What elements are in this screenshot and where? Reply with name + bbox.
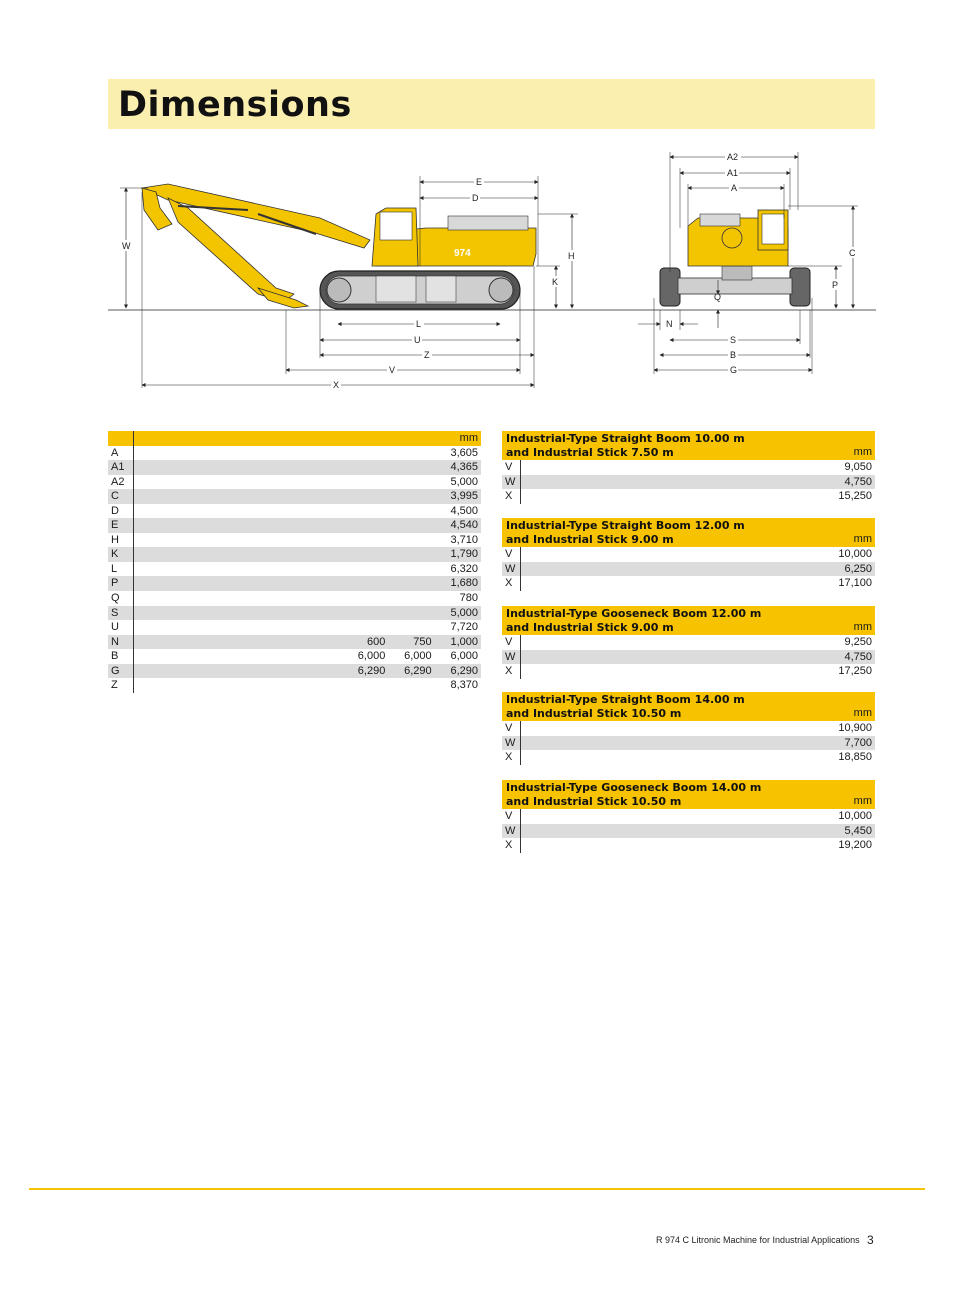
cell-value-col-1 [133,518,388,533]
cell-code: X [502,576,521,591]
cell-value: 10,000 [838,548,872,560]
cell-code: W [502,824,521,839]
cell-value-col-1 [133,533,388,548]
footer-text: R 974 C Litronic Machine for Industrial Applications [656,1235,860,1245]
table-row [502,635,875,650]
dimension-diagram [108,148,880,398]
model-number: 974 [454,248,471,259]
table-row [108,591,481,606]
main-dimensions-table [108,431,481,693]
label-N: N [666,319,673,329]
cell-value-col-1: 6,000 [133,649,388,664]
boom-title-line-1: Industrial-Type Straight Boom 14.00 m [506,693,745,706]
cell-value: 10,900 [838,722,872,734]
table-row [108,649,481,664]
cell-value: 5,450 [844,824,872,837]
cell-value-col-2: 6,000 [388,649,434,664]
rear-view-excavator [660,210,810,306]
boom-title-line-2: and Industrial Stick 9.00 m [506,621,674,634]
boom-table-header [502,518,875,547]
boom-title-line-1: Industrial-Type Straight Boom 10.00 m [506,432,745,445]
cell-value-col-3: 1,000 [435,635,481,650]
table-row [108,562,481,577]
cell-value-col-2 [388,620,434,635]
table-row [108,606,481,621]
cell-value-col-2 [388,533,434,548]
label-W: W [122,241,131,251]
cell-value-col-1 [133,504,388,519]
table-row [502,838,875,853]
label-A2: A2 [727,152,739,162]
table-row [108,620,481,635]
cell-value-col-3: 1,680 [435,576,481,591]
table-row [502,547,875,562]
table-row [108,664,481,679]
boom-title-line-1: Industrial-Type Gooseneck Boom 12.00 m [506,607,762,620]
cell-value-col-2 [388,562,434,577]
cell-code: X [502,838,521,853]
cell-value-col-1 [133,446,388,461]
cell-value-col-1 [133,576,388,591]
label-H: H [568,251,575,261]
cell-value-col-3: 6,320 [435,562,481,577]
label-S: S [730,335,737,345]
table-row [502,824,875,839]
footer-divider [29,1188,925,1190]
cell-code: Q [108,591,133,606]
table-row [502,562,875,577]
cell-code: A1 [108,460,133,475]
cell-value-col-3: 3,995 [435,489,481,504]
label-U: U [414,335,421,345]
cell-value-col-2 [388,576,434,591]
unit-label: mm [853,533,872,545]
cell-code: X [502,750,521,765]
cell-value-col-2 [388,475,434,490]
boom-title-line-2: and Industrial Stick 10.50 m [506,795,682,808]
unit-label: mm [435,431,481,446]
cell-code: K [108,547,133,562]
cell-value: 9,050 [844,461,872,473]
boom-table [502,606,875,679]
cell-value-col-2 [388,591,434,606]
table-row [108,475,481,490]
table-row [502,460,875,475]
cell-value-col-2: 6,290 [388,664,434,679]
cell-value-col-1 [133,591,388,606]
cell-value: 10,000 [838,810,872,822]
cell-code: W [502,475,521,490]
boom-table-header [502,692,875,721]
cell-value: 4,750 [844,475,872,488]
table-row [502,750,875,765]
cell-value-col-1 [133,475,388,490]
cell-code: V [502,635,521,650]
cell-value-col-3: 6,000 [435,649,481,664]
boom-table [502,518,875,591]
cell-value: 18,850 [838,751,872,763]
label-L: L [416,319,422,329]
cell-value-col-2 [388,678,434,693]
cell-value-col-1 [133,460,388,475]
boom-title-line-2: and Industrial Stick 9.00 m [506,533,674,546]
table-row [108,489,481,504]
table-row [502,489,875,504]
table-row [502,736,875,751]
cell-code: U [108,620,133,635]
cell-value-col-3: 7,720 [435,620,481,635]
table-row [502,809,875,824]
boom-title-line-2: and Industrial Stick 10.50 m [506,707,682,720]
cell-value-col-2 [388,518,434,533]
cell-value: 6,250 [844,562,872,575]
table-row [108,678,481,693]
label-Q: Q [714,292,722,302]
table-row [502,721,875,736]
boom-table [502,692,875,765]
table-row [502,664,875,679]
cell-code: W [502,736,521,751]
cell-code: H [108,533,133,548]
table-row [108,518,481,533]
cell-code: X [502,489,521,504]
boom-table-header [502,606,875,635]
cell-value-col-3: 8,370 [435,678,481,693]
cell-value-col-2 [388,547,434,562]
cell-code: G [108,664,133,679]
cell-value-col-3: 1,790 [435,547,481,562]
label-V: V [389,365,396,375]
cell-value-col-2 [388,460,434,475]
cell-code: V [502,809,521,824]
title-bar [108,79,875,129]
cell-value-col-3: 4,365 [435,460,481,475]
cell-code: S [108,606,133,621]
cell-value-col-3: 3,710 [435,533,481,548]
cell-code: V [502,721,521,736]
cell-value-col-3: 5,000 [435,606,481,621]
boom-title-line-2: and Industrial Stick 7.50 m [506,446,674,459]
table-row [108,547,481,562]
cell-value-col-1 [133,562,388,577]
boom-table [502,780,875,853]
cell-value-col-3: 5,000 [435,475,481,490]
label-G: G [730,365,738,375]
cell-value-col-2 [388,606,434,621]
cell-value: 17,100 [838,577,872,589]
cell-code: N [108,635,133,650]
cell-code: X [502,664,521,679]
cell-value-col-1: 600 [133,635,388,650]
cell-code: W [502,650,521,665]
cell-value: 7,700 [844,736,872,749]
cell-code: A [108,446,133,461]
table-row [108,533,481,548]
cell-value: 19,200 [838,839,872,851]
table-row [108,446,481,461]
cell-value-col-2 [388,489,434,504]
cell-code: W [502,562,521,577]
boom-table-header [502,431,875,460]
table-row [108,635,481,650]
table-header-row [108,431,481,446]
cell-value-col-3: 6,290 [435,664,481,679]
cell-code: V [502,460,521,475]
label-A: A [731,183,738,193]
boom-title-line-1: Industrial-Type Straight Boom 12.00 m [506,519,745,532]
cell-code: Z [108,678,133,693]
cell-value-col-2 [388,504,434,519]
page-title: Dimensions [118,85,352,125]
label-X: X [333,380,340,390]
table-row [502,650,875,665]
cell-value: 17,250 [838,665,872,677]
label-B: B [730,350,737,360]
cell-value-col-1 [133,606,388,621]
boom-table [502,431,875,504]
cell-value: 15,250 [838,490,872,502]
cell-value-col-3: 780 [435,591,481,606]
cell-value-col-1 [133,547,388,562]
unit-label: mm [853,707,872,719]
cell-value-col-1: 6,290 [133,664,388,679]
cell-value: 9,250 [844,636,872,648]
cell-value: 4,750 [844,650,872,663]
cell-value-col-2 [388,446,434,461]
cell-code: V [502,547,521,562]
table-row [502,475,875,490]
boom-table-header [502,780,875,809]
table-row [502,576,875,591]
label-D: D [472,193,479,203]
cell-value-col-3: 3,605 [435,446,481,461]
cell-value-col-1 [133,678,388,693]
table-row [108,460,481,475]
table-row [108,576,481,591]
label-P: P [832,280,839,290]
cell-code: A2 [108,475,133,490]
unit-label: mm [853,446,872,458]
unit-label: mm [853,621,872,633]
label-A1: A1 [727,168,739,178]
label-C: C [849,248,856,258]
boom-title-line-1: Industrial-Type Gooseneck Boom 14.00 m [506,781,762,794]
cell-value-col-2: 750 [388,635,434,650]
table-row [108,504,481,519]
cell-code: L [108,562,133,577]
cell-code: D [108,504,133,519]
label-K: K [552,277,559,287]
cell-code: P [108,576,133,591]
cell-code: C [108,489,133,504]
unit-label: mm [853,795,872,807]
cell-value-col-3: 4,540 [435,518,481,533]
label-E: E [476,177,483,187]
cell-code: B [108,649,133,664]
label-Z: Z [424,350,430,360]
cell-value-col-1 [133,620,388,635]
page-number: 3 [867,1233,874,1247]
cell-code: E [108,518,133,533]
cell-value-col-3: 4,500 [435,504,481,519]
cell-value-col-1 [133,489,388,504]
